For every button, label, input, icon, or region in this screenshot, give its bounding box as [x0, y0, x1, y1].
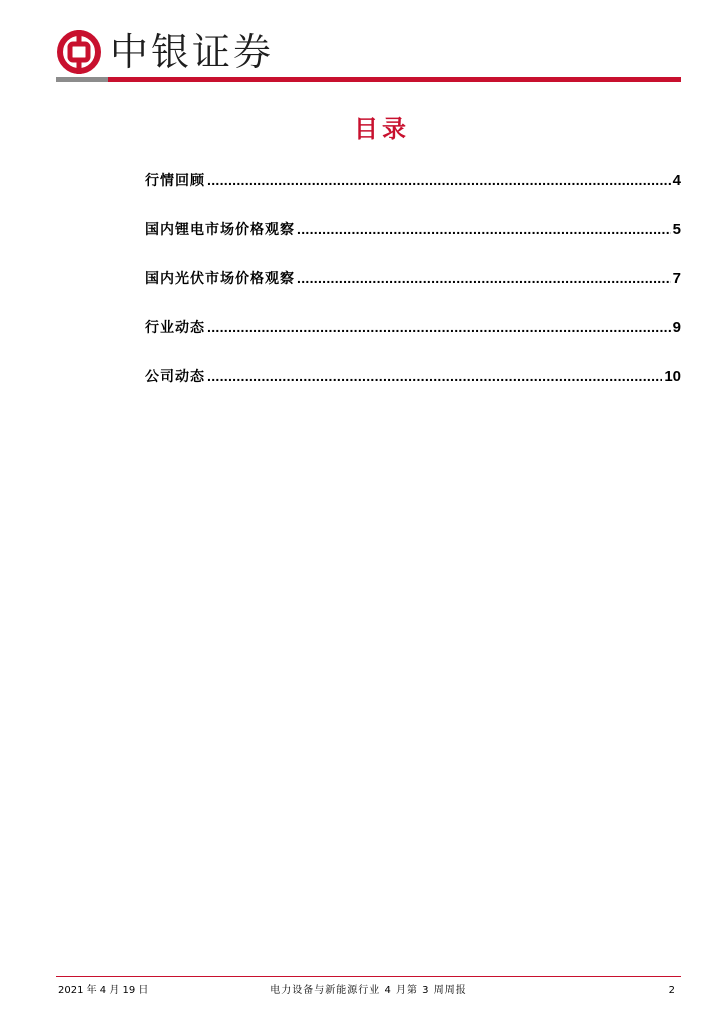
footer-report-title: 电力设备与新能源行业 4 月第 3 周周报	[270, 985, 467, 996]
page-header	[56, 28, 274, 76]
toc-entry-page: 7	[672, 270, 681, 287]
toc-dot-leader	[297, 270, 671, 286]
toc-entry-label: 国内锂电市场价格观察	[145, 222, 295, 238]
toc-entry-industry-news[interactable]	[145, 317, 681, 366]
footer-page-number: 2	[668, 985, 675, 996]
toc-entry-photovoltaic-prices[interactable]	[145, 268, 681, 317]
header-divider-red-segment	[108, 77, 681, 82]
bank-of-china-logo-icon	[56, 29, 102, 75]
toc-entry-page: 4	[672, 172, 681, 189]
brand-name: 中银证券	[110, 30, 275, 74]
toc-entry-page: 9	[672, 319, 681, 336]
toc-entry-label: 行业动态	[145, 320, 205, 336]
footer-divider	[56, 976, 681, 977]
toc-dot-leader	[207, 368, 662, 384]
footer-date: 2021 年 4 月 19 日	[58, 985, 149, 996]
toc-dot-leader	[207, 172, 671, 188]
table-of-contents	[145, 170, 681, 415]
toc-entry-page: 10	[664, 368, 681, 385]
toc-entry-market-review[interactable]	[145, 170, 681, 219]
page-footer	[56, 983, 681, 999]
toc-entry-page: 5	[672, 221, 681, 238]
toc-dot-leader	[297, 221, 671, 237]
header-divider-gray-segment	[56, 77, 108, 82]
toc-entry-label: 公司动态	[145, 369, 205, 385]
header-divider	[56, 77, 681, 82]
toc-entry-label: 国内光伏市场价格观察	[145, 271, 295, 287]
toc-entry-company-news[interactable]	[145, 366, 681, 415]
toc-dot-leader	[207, 319, 671, 335]
toc-title: 目录	[354, 115, 410, 143]
toc-entry-label: 行情回顾	[145, 173, 205, 189]
toc-entry-lithium-battery-prices[interactable]	[145, 219, 681, 268]
